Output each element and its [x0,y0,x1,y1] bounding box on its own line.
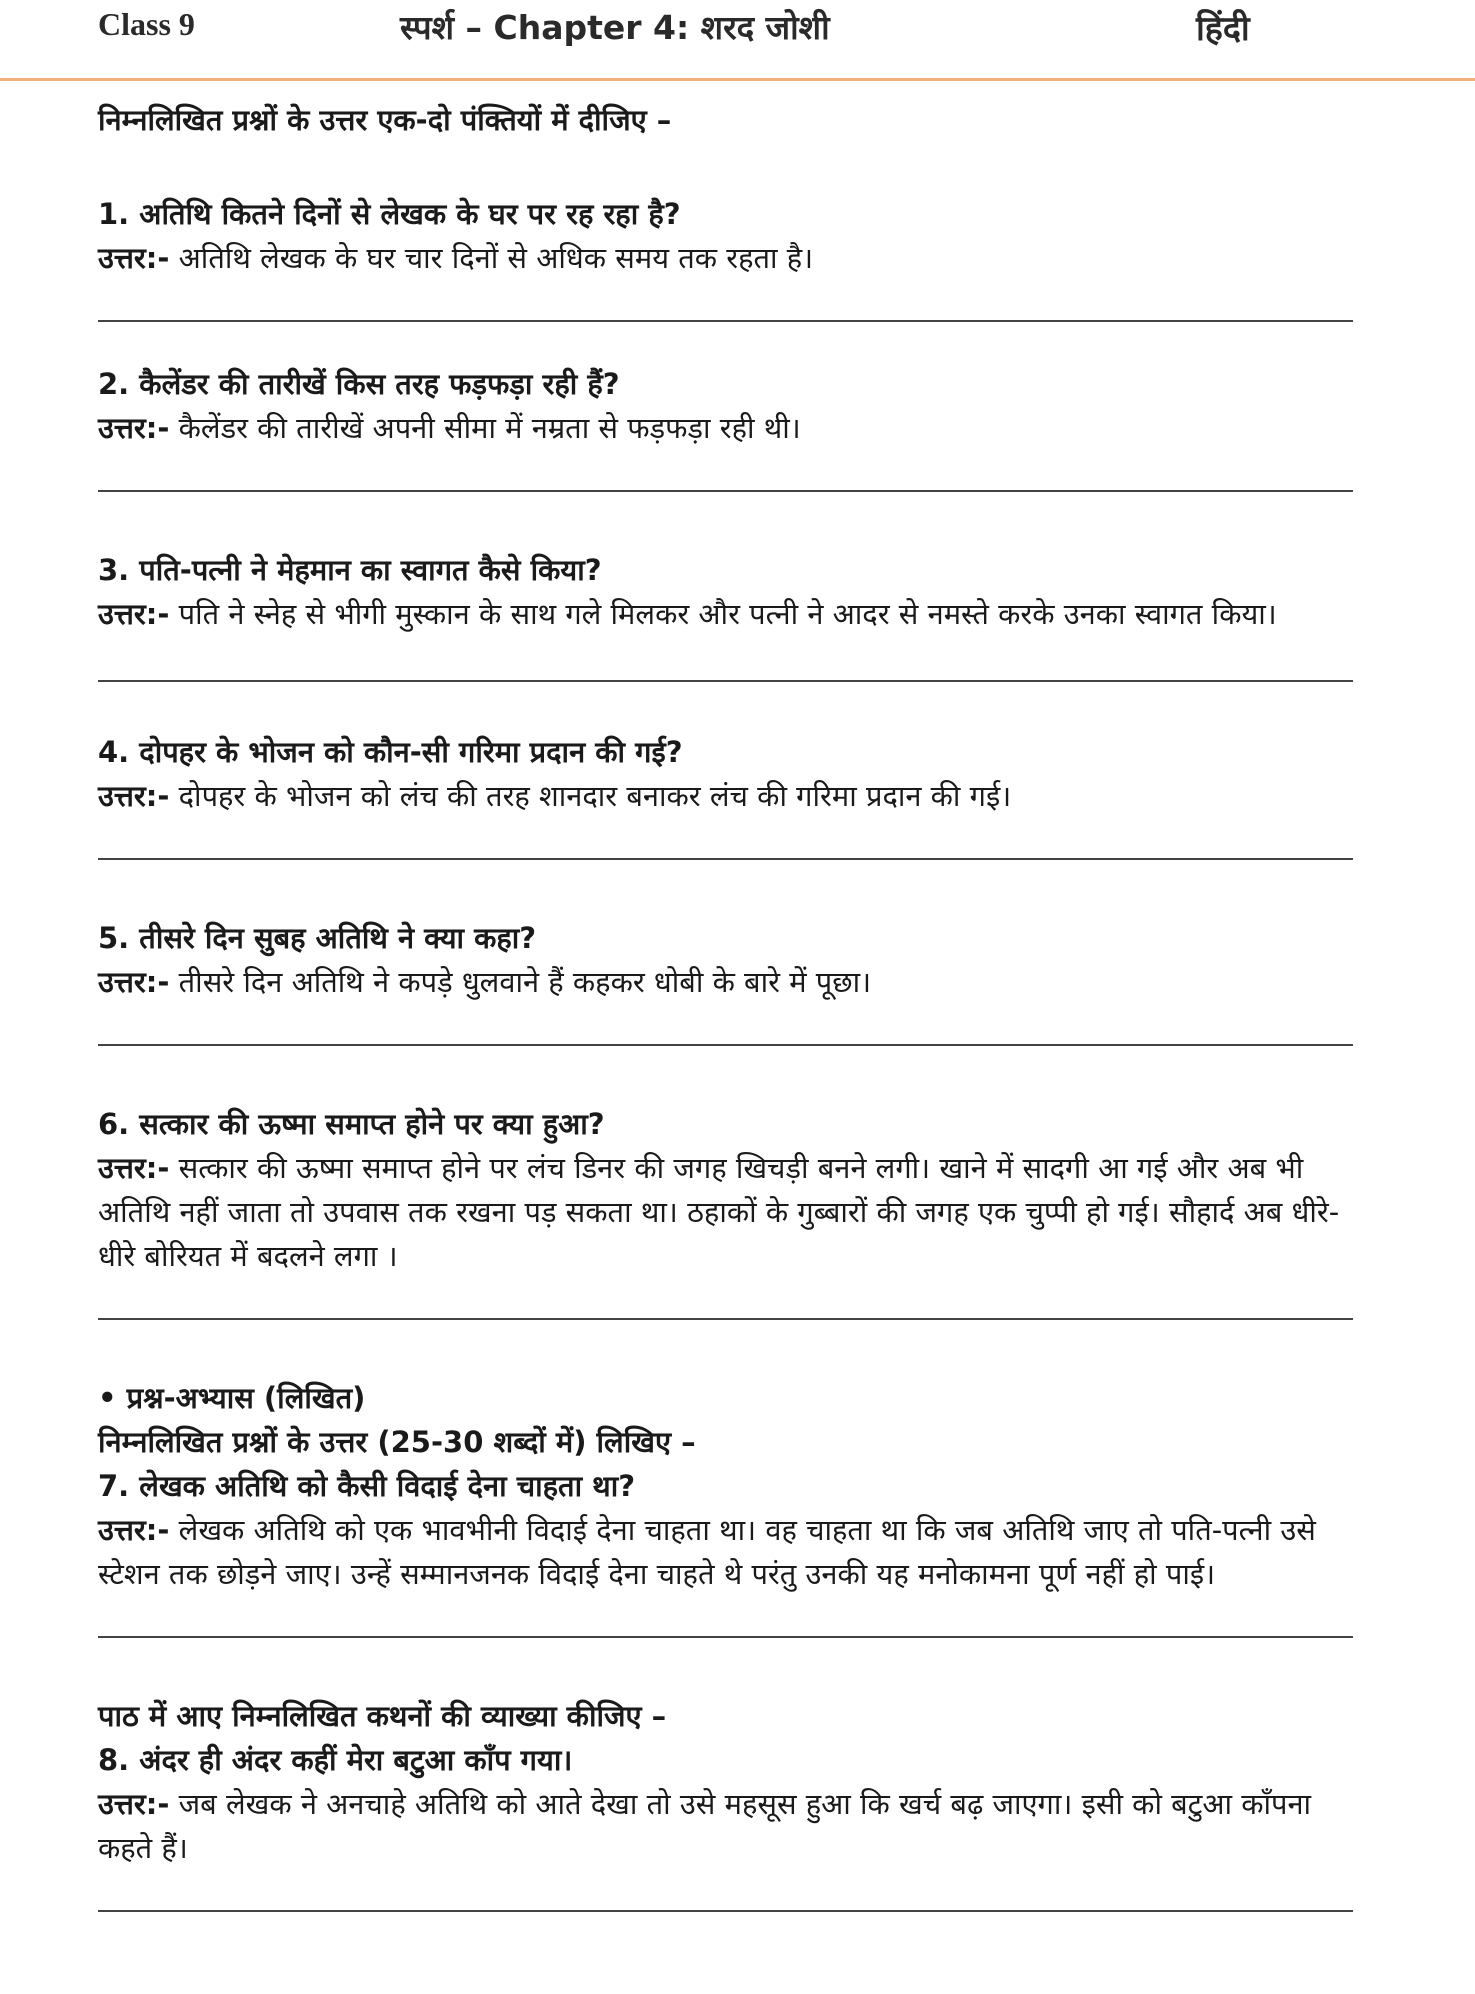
answer-label: उत्तर:- [98,241,170,275]
question-4: 4. दोपहर के भोजन को कौन-सी गरिमा प्रदान की गई? [98,735,683,769]
chapter-title: स्पर्श – Chapter 4: शरद जोशी [400,8,830,47]
answer-text: कैलेंडर की तारीखें अपनी सीमा में नम्रता से फड़फड़ा रही थी। [169,411,801,445]
answer-2 [98,406,1353,450]
question-5: 5. तीसरे दिन सुबह अतिथि ने क्या कहा? [98,921,537,955]
answer-3 [98,592,1353,636]
subject-label: हिंदी [1196,9,1250,49]
answer-label: उत्तर:- [98,779,170,813]
instruction-explain-statements: पाठ में आए निम्नलिखित कथनों की व्याख्या कीजिए – [98,1699,667,1733]
divider-line [98,1636,1353,1638]
qa-block-2 [98,362,1353,450]
answer-4 [98,774,1353,818]
answer-label: उत्तर:- [98,1151,170,1185]
divider-line [98,858,1353,860]
question-8: 8. अंदर ही अंदर कहीं मेरा बटुआ काँप गया। [98,1743,573,1777]
answer-1 [98,236,1353,280]
answer-text: तीसरे दिन अतिथि ने कपड़े धुलवाने हैं कहकर धोबी के बारे में पूछा। [169,965,872,999]
qa-block-1 [98,192,1353,280]
class-label: Class 9 [98,6,195,42]
instruction-one-two-lines: निम्नलिखित प्रश्नों के उत्तर एक-दो पंक्तियों में दीजिए – [98,103,672,137]
answer-text: अतिथि लेखक के घर चार दिनों से अधिक समय तक रहता है। [169,241,814,275]
question-7: 7. लेखक अतिथि को कैसी विदाई देना चाहता था? [98,1469,636,1503]
qa-block-6 [98,1102,1353,1278]
answer-text: पति ने स्नेह से भीगी मुस्कान के साथ गले मिलकर और पत्नी ने आदर से नमस्ते करके उनका स्वागत किया। [169,597,1277,631]
answer-label: उत्तर:- [98,1787,170,1821]
question-6: 6. सत्कार की ऊष्मा समाप्त होने पर क्या हुआ? [98,1107,605,1141]
section-bullet-heading: • प्रश्न-अभ्यास (लिखित) [98,1381,366,1415]
divider-line [98,320,1353,322]
answer-label: उत्तर:- [98,965,170,999]
answer-label: उत्तर:- [98,411,170,445]
qa-block-4 [98,730,1353,818]
divider-line [98,1910,1353,1912]
answer-7 [98,1508,1353,1596]
divider-line [98,1044,1353,1046]
answer-text: लेखक अतिथि को एक भावभीनी विदाई देना चाहता था। वह चाहता था कि जब अतिथि जाए तो पति-पत्नी उसे स्टेशन तक छोड़ने जाए। उन्हें सम्मानजनक विदाई देना चाहते थे परंतु उनकी यह मनोकामना पूर्ण नहीं हो पाई। [98,1513,1316,1591]
answer-label: उत्तर:- [98,597,170,631]
worksheet-content [98,98,1353,1912]
divider-line [98,490,1353,492]
header-divider [0,78,1475,81]
answer-text: जब लेखक ने अनचाहे अतिथि को आते देखा तो उसे महसूस हुआ कि खर्च बढ़ जाएगा। इसी को बटुआ काँपना कहते हैं। [98,1787,1312,1865]
question-1: 1. अतिथि कितने दिनों से लेखक के घर पर रह रहा है? [98,197,681,231]
section-explanation [98,1694,1353,1870]
question-2: 2. कैलेंडर की तारीखें किस तरह फड़फड़ा रही हैं? [98,367,620,401]
answer-8 [98,1782,1353,1870]
qa-block-3 [98,548,1353,636]
answer-label: उत्तर:- [98,1513,170,1547]
answer-6 [98,1146,1353,1278]
qa-block-5 [98,916,1353,1004]
divider-line [98,1318,1353,1320]
question-3: 3. पति-पत्नी ने मेहमान का स्वागत कैसे किया? [98,553,602,587]
page-header [0,0,1475,78]
section-written-practice [98,1376,1353,1596]
divider-line [98,680,1353,682]
instruction-25-30-words: निम्नलिखित प्रश्नों के उत्तर (25-30 शब्दों में) लिखिए – [98,1425,696,1459]
answer-5 [98,960,1353,1004]
answer-text: सत्कार की ऊष्मा समाप्त होने पर लंच डिनर की जगह खिचड़ी बनने लगी। खाने में सादगी आ गई और अब भी अतिथि नहीं जाता तो उपवास तक रखना पड़ सकता था। ठहाकों के गुब्बारों की जगह एक चुप्पी हो गई। सौहार्द अब धीरे-धीरे बोरियत में बदलने लगा । [98,1151,1340,1273]
answer-text: दोपहर के भोजन को लंच की तरह शानदार बनाकर लंच की गरिमा प्रदान की गई। [169,779,1012,813]
